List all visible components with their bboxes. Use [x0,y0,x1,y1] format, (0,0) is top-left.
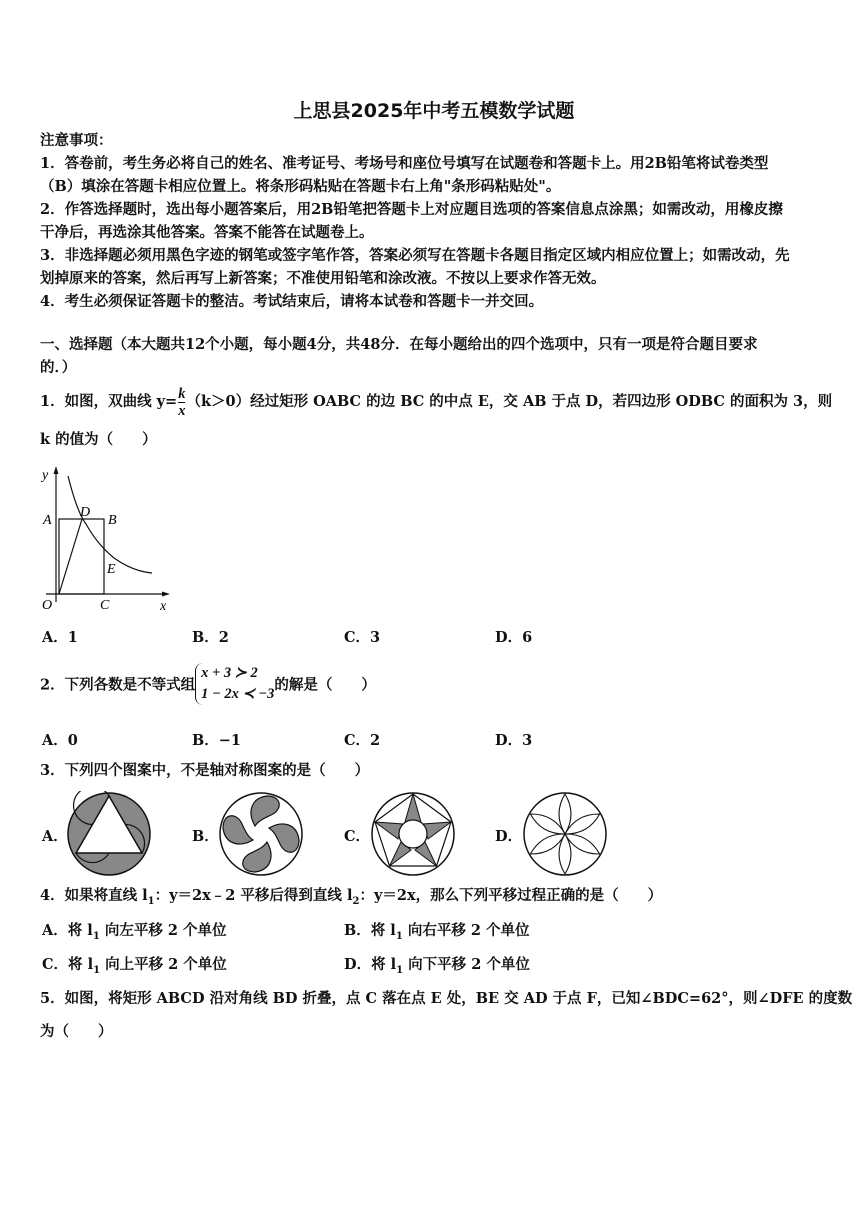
pattern-b-pinwheel[interactable] [216,791,306,877]
option-c-sub: 1 [93,964,101,976]
question-1-pre: 1．如图，双曲线 y= [40,393,178,410]
question-3-option-a-label[interactable]: A． [42,828,68,845]
label-o: O [42,598,53,613]
question-4-option-a[interactable] [42,920,227,948]
question-3-stem: 3．下列四个图案中，不是轴对称图案的是（ ） [40,762,370,779]
option-d-post: 向下平移 2 个单位 [403,956,530,973]
question-3-option-c-label[interactable]: C． [344,828,371,845]
notice-line-6: 划掉原来的答案，然后再写上新答案；不准使用铅笔和涂改液。不按以上要求作答无效。 [40,270,606,287]
question-2-option-a[interactable]: A．0 [42,732,78,749]
question-1-stem [40,382,832,422]
notice-line-3: 2．作答选择题时，选出每小题答案后，用2B铅笔把答题卡上对应题目选项的答案信息点涂黑；如需改动，用橡皮擦 [40,201,783,218]
question-4-option-c[interactable] [42,954,227,982]
question-1-line-2: k 的值为（ ） [40,431,157,448]
label-c: C [100,598,110,613]
x-axis-arrow-icon [162,592,170,597]
question-4-pre: 4．如果将直线 l [40,887,148,904]
question-2-option-d[interactable]: D．3 [495,732,533,749]
question-2-stem [40,663,376,705]
question-1-option-d[interactable]: D．6 [495,629,533,646]
question-5-line-2: 为（ ） [40,1023,113,1040]
question-2-option-b[interactable]: B．−1 [192,732,241,749]
label-a: A [43,513,52,528]
inequality-2: 1 − 2x ≺ −3 [201,686,275,702]
question-1-post: （k＞0）经过矩形 OABC 的边 BC 的中点 E，交 AB 于点 D，若四边形 ODBC 的面积为 3，则 [186,393,833,410]
option-a-pre: A．将 l [42,922,93,939]
notice-line-5: 3．非选择题必须用黑色字迹的钢笔或签字笔作答，答案必须写在答题卡各题目指定区域内相应位置上；如需改动，先 [40,247,790,264]
label-e: E [107,562,116,577]
page-title: 上思县2025年中考五模数学试题 [293,100,575,122]
question-1-option-b[interactable]: B．2 [192,629,229,646]
option-b-pre: B．将 l [344,922,396,939]
question-2-option-c[interactable]: C．2 [344,732,381,749]
option-a-sub: 1 [92,930,100,942]
notice-line-7: 4．考生必须保证答题卡的整洁。考试结束后，请将本试卷和答题卡一并交回。 [40,293,544,310]
label-y: y [42,468,49,483]
question-1-option-c[interactable]: C．3 [344,629,381,646]
option-c-post: 向上平移 2 个单位 [100,956,227,973]
notice-heading: 注意事项： [40,132,113,149]
segment-od [59,519,82,594]
question-3-option-d-label[interactable]: D． [495,828,523,845]
question-4-post: ：y＝2x，那么下列平移过程正确的是（ ） [359,887,663,904]
option-a-post: 向左平移 2 个单位 [99,922,227,939]
pattern-d-flower[interactable] [520,791,610,877]
option-d-pre: D．将 l [344,956,397,973]
label-b: B [108,513,117,528]
fraction-denominator: x [178,402,186,419]
pattern-c-inner-circle [399,820,427,848]
option-b-post: 向右平移 2 个单位 [402,922,530,939]
question-5-line-1: 5．如图，将矩形 ABCD 沿对角线 BD 折叠，点 C 落在点 E 处，BE 交 AD 于点 F，已知∠BDC=62°，则∠DFE 的度数 [40,990,853,1007]
option-b-sub: 1 [395,930,403,942]
notice-line-4: 干净后，再选涂其他答案。答案不能答在试题卷上。 [40,224,374,241]
y-axis-arrow-icon [54,466,59,474]
hyperbola-figure [34,462,184,617]
fraction-numerator: k [178,385,186,402]
label-d: D [80,505,91,520]
inequality-system [195,663,274,705]
option-d-sub: 1 [396,964,404,976]
option-c-pre: C．将 l [42,956,94,973]
question-1-option-a[interactable]: A．1 [42,629,78,646]
notice-line-1: 1．答卷前，考生务必将自己的姓名、准考证号、考场号和座位号填写在试题卷和答题卡上。用2B铅笔将试卷类型 [40,155,769,172]
question-4-stem [40,885,662,913]
section-heading-line-1: 一、选择题（本大题共12个小题，每小题4分，共48分．在每小题给出的四个选项中，只有一项是符合题目要求 [40,336,758,353]
inequality-1: x + 3 ≻ 2 [201,665,258,681]
question-2-pre: 2．下列各数是不等式组 [40,676,196,694]
rectangle-oabc [59,519,104,594]
label-x: x [160,599,167,614]
notice-line-2: （B）填涂在答题卡相应位置上。将条形码粘贴在答题卡右上角"条形码粘贴处"。 [40,178,561,195]
question-4-mid: ：y＝2x﹣2 平移后得到直线 l [154,887,353,904]
question-2-post: 的解是（ ） [274,676,376,694]
question-3-option-b-label[interactable]: B． [192,828,219,845]
pattern-a-triangle-in-circle[interactable] [64,791,154,877]
subscript-1: 1 [147,895,155,907]
question-4-option-b[interactable] [344,920,530,948]
question-4-option-d[interactable] [344,954,530,982]
subscript-2: 2 [352,895,360,907]
section-heading-line-2: 的．） [40,359,77,376]
fraction-k-over-x [178,386,185,419]
pattern-c-star-in-circle[interactable] [368,791,458,877]
